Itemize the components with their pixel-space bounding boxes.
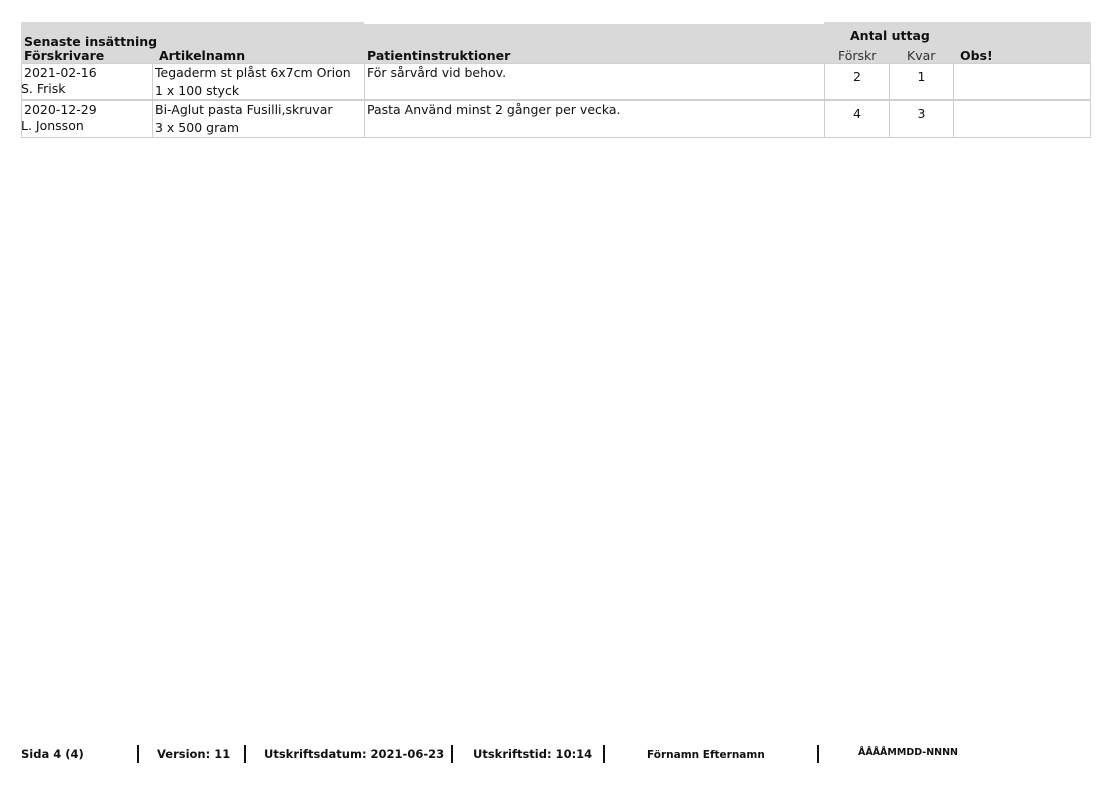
row-date: 2020-12-29 [24, 102, 97, 117]
footer-print-date: Utskriftsdatum: 2021-06-23 [264, 747, 445, 761]
page-footer [0, 744, 1113, 764]
header-gap [364, 22, 824, 24]
row-forskr: 4 [853, 106, 861, 121]
row-quantity: 3 x 500 gram [155, 120, 240, 135]
footer-separator [817, 745, 819, 763]
row-kvar: 1 [917, 69, 926, 84]
footer-patient-name: Förnamn Efternamn [647, 749, 765, 761]
header-kvar: Kvar [907, 48, 936, 63]
header-obs: Obs! [960, 48, 993, 63]
column-divider [152, 64, 153, 99]
prescription-table [21, 22, 1091, 138]
row-prescriber: L. Jonsson [21, 118, 84, 133]
header-artikelnamn: Artikelnamn [159, 48, 246, 63]
header-forskrivare: Förskrivare [24, 48, 105, 63]
column-divider [953, 64, 954, 99]
row-instructions: För sårvård vid behov. [367, 65, 507, 80]
footer-separator [137, 745, 139, 763]
row-prescriber: S. Frisk [21, 81, 66, 96]
row-article: Tegaderm st plåst 6x7cm Orion [155, 65, 351, 80]
header-senaste-insattning: Senaste insättning [24, 34, 158, 49]
header-antal-uttag: Antal uttag [850, 28, 930, 43]
footer-version: Version: 11 [157, 747, 231, 761]
header-patientinstruktioner: Patientinstruktioner [367, 48, 511, 63]
row-instructions: Pasta Använd minst 2 gånger per vecka. [367, 102, 621, 117]
row-date: 2021-02-16 [24, 65, 97, 80]
footer-personal-number: ÅÅÅÅMMDD-NNNN [858, 747, 959, 758]
column-divider [152, 101, 153, 137]
row-quantity: 1 x 100 styck [155, 83, 240, 98]
footer-separator [451, 745, 453, 763]
row-forskr: 2 [853, 69, 861, 84]
column-divider [953, 101, 954, 137]
column-divider [364, 101, 365, 137]
column-divider [364, 64, 365, 99]
footer-separator [603, 745, 605, 763]
footer-page: Sida 4 (4) [21, 747, 84, 761]
row-article: Bi-Aglut pasta Fusilli,skruvar [155, 102, 333, 117]
table-row [21, 63, 1091, 100]
footer-separator [244, 745, 246, 763]
header-forskr: Förskr [838, 48, 877, 63]
table-header [21, 22, 1091, 63]
row-kvar: 3 [917, 106, 926, 121]
footer-print-time: Utskriftstid: 10:14 [473, 747, 593, 761]
table-row [21, 100, 1091, 138]
